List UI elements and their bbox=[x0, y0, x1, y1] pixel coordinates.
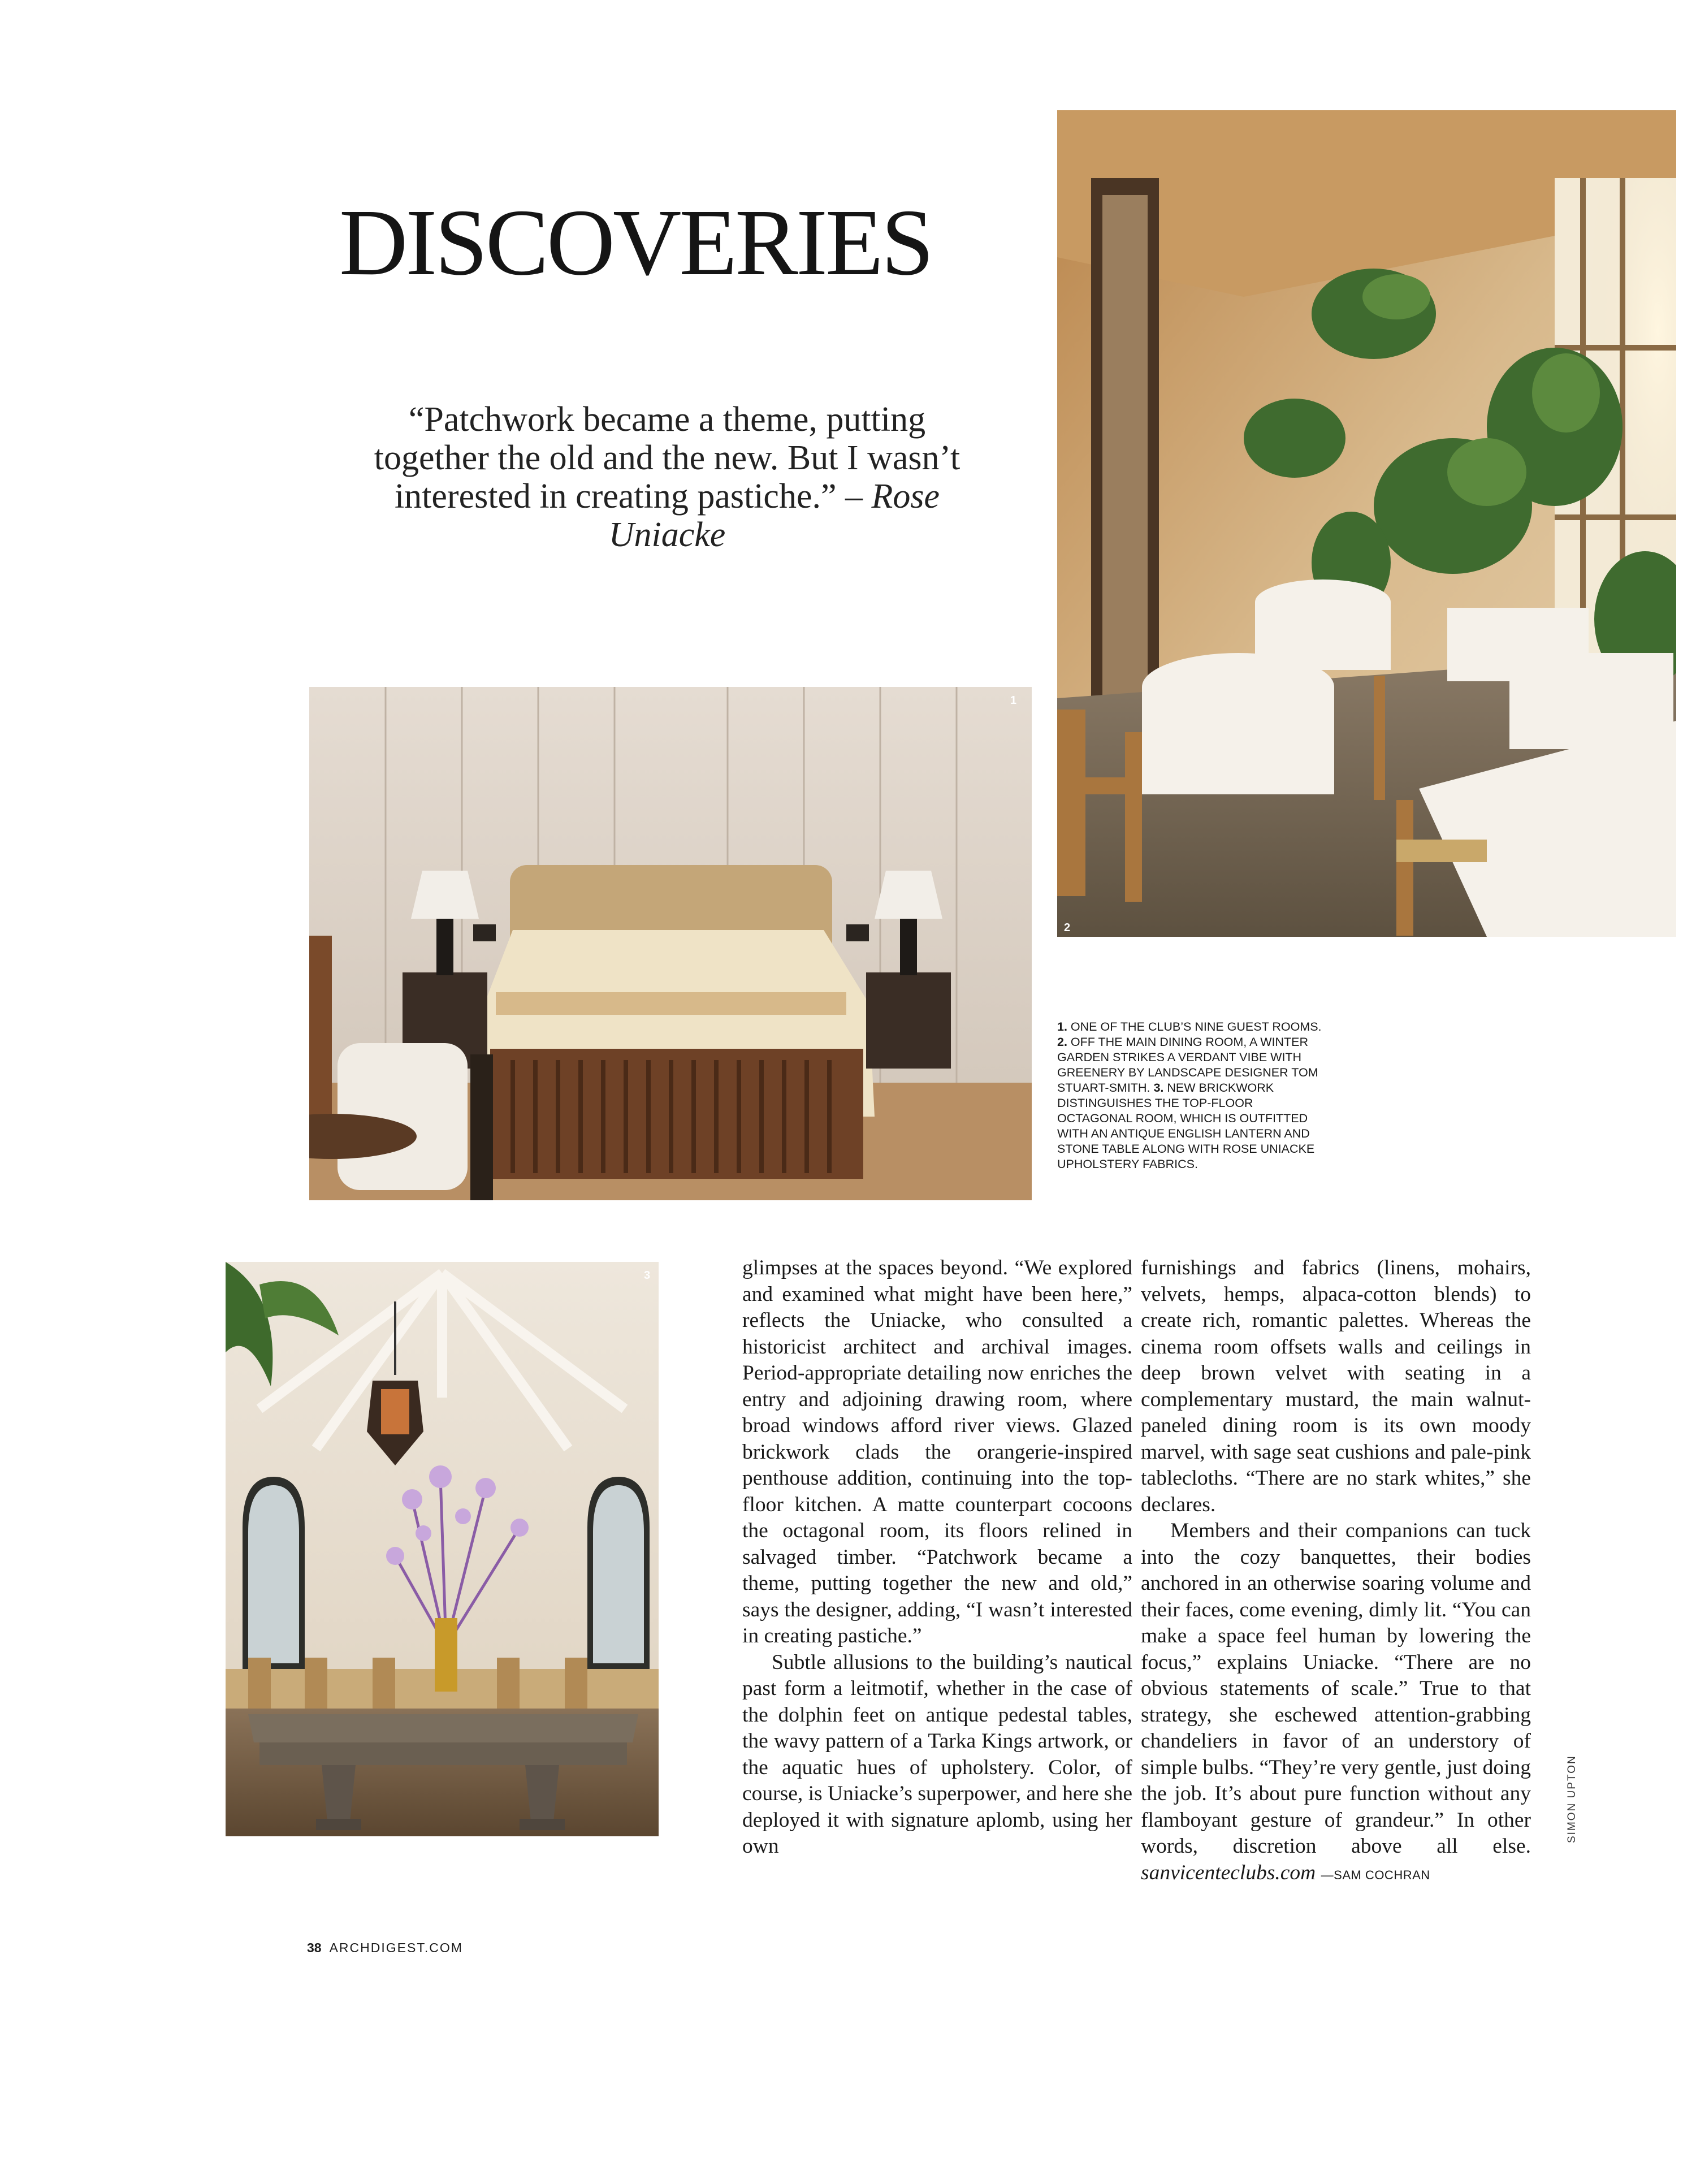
article-paragraph-text: Members and their companions can tuck into the cozy banquettes, their bodies anchored in an otherwise soaring volume and their faces, come evening, dimly lit. “You can make a space feel human by lowering the focus,” explains Uniacke. “There are no obvious statements of scale.” True to that strategy, she eschewed attention-grabbing chandeliers in favor of an understory of simple bulbs. “They’re very gentle, just doing the job. It’s about pure function without any flamboyant gesture of grandeur.” In other words, discretion above all else. bbox=[1141, 1519, 1531, 1858]
photo-number-3: 3 bbox=[644, 1269, 651, 1282]
caption-text-3: NEW BRICKWORK DISTINGUISHES THE TOP-FLOOR OCTAGONAL ROOM, WHICH IS OUTFITTED WITH AN ANTIQUE ENGLISH LANTERN AND STONE TABLE ALONG WITH ROSE UNIACKE UPHOLSTERY FABRICS. bbox=[1057, 1081, 1315, 1171]
author-byline: —SAM COCHRAN bbox=[1321, 1867, 1430, 1882]
photo-number-2: 2 bbox=[1064, 922, 1071, 934]
article-paragraph: furnishings and fabrics (linens, mohairs, velvets, hemps, alpaca-cotton blends) to create rich, romantic palettes. Whereas the cinema room offsets walls and ceilings in deep brown velvet with seating in a complementary mustard, the main walnut-paneled dining room is its own moody marvel, with sage seat cushions and pale-pink tablecloths. “There are no stark whites,” she declares. bbox=[1141, 1256, 1531, 1516]
section-title: DISCOVERIES bbox=[339, 190, 932, 295]
site-name: ARCHDIGEST.COM bbox=[329, 1940, 463, 1955]
caption-text-2: OFF THE MAIN DINING ROOM, A WINTER GARDEN STRIKES A VERDANT VIBE WITH GREENERY BY LANDSCAPE DESIGNER TOM STUART-SMITH. bbox=[1057, 1035, 1318, 1095]
caption-num-2: 2. bbox=[1057, 1035, 1067, 1049]
article-paragraph-final bbox=[1141, 1518, 1531, 1888]
pull-quote bbox=[373, 400, 961, 554]
page-footer bbox=[307, 1940, 463, 1956]
photo-credit: SIMON UPTON bbox=[1566, 1755, 1578, 1843]
photo-winter-garden bbox=[1057, 110, 1676, 937]
octagonal-room-illustration bbox=[226, 1262, 659, 1836]
photo-number-1: 1 bbox=[1010, 694, 1017, 707]
article-paragraph: Subtle allusions to the building’s nautical past form a leitmotif, whether in the case of the dolphin feet on antique pedestal tables, the wavy pattern of a Tarka Kings artwork, or the aquatic hues of upholstery. Color, of course, is Uniacke’s superpower, and here she deployed it with signature aplomb, using her own bbox=[742, 1650, 1132, 1858]
pull-quote-text: “Patchwork became a theme, putting together the old and the new. But I wasn’t interested in creating pastiche.” – bbox=[374, 400, 961, 516]
caption-num-1: 1. bbox=[1057, 1020, 1067, 1033]
article-column-2 bbox=[1141, 1255, 1531, 1888]
caption-text-1: ONE OF THE CLUB’S NINE GUEST ROOMS. bbox=[1070, 1020, 1322, 1033]
photo-guest-room bbox=[309, 687, 1032, 1200]
club-url: sanvicenteclubs.com bbox=[1141, 1861, 1316, 1884]
photo-octagonal-room bbox=[226, 1262, 659, 1836]
photo-caption bbox=[1057, 1019, 1323, 1172]
caption-num-3: 3. bbox=[1153, 1081, 1164, 1095]
article-paragraph: glimpses at the spaces beyond. “We explored and examined what might have been here,” reflects the Uniacke, who consulted a historicist architect and archival images. Period-appropriate detailing now enriches the entry and adjoining drawing room, where broad windows afford river views. Glazed brickwork clads the orangerie-inspired penthouse addition, continuing into the top-floor kitchen. A matte counterpart cocoons the octagonal room, its floors relined in salvaged timber. “Patchwork became a theme, putting together the new and old,” says the designer, adding, “I wasn’t interested in creating pastiche.” bbox=[742, 1256, 1132, 1647]
guest-room-illustration bbox=[309, 687, 1032, 1200]
pull-quote-attribution: Rose Uniacke bbox=[608, 477, 940, 554]
article-column-1 bbox=[742, 1255, 1132, 1860]
page-number: 38 bbox=[307, 1940, 322, 1955]
winter-garden-illustration bbox=[1057, 110, 1676, 937]
